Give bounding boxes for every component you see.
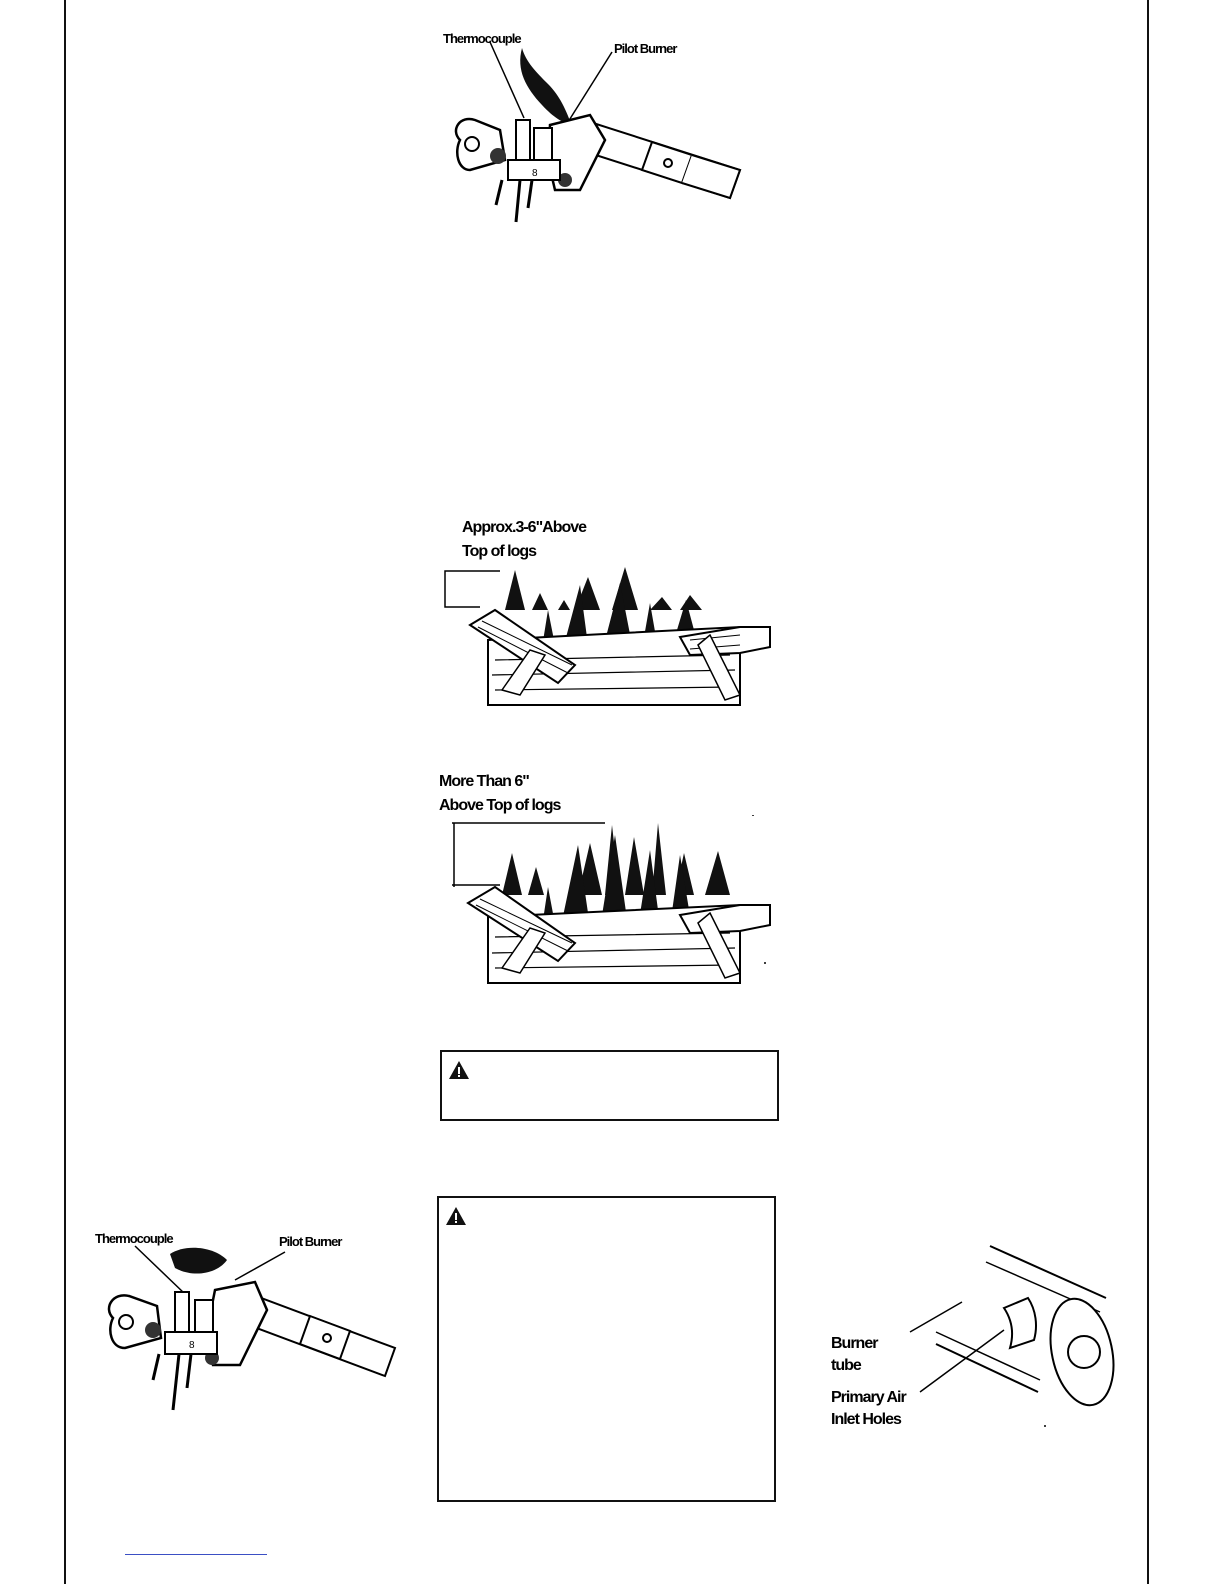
warning-box-small: [440, 1050, 779, 1121]
burner-tube-label-line2: tube: [831, 1357, 861, 1374]
warning-triangle-icon: [448, 1060, 470, 1080]
flame-height-high-label-line2: Above Top of logs: [439, 797, 561, 814]
warning-triangle-icon: [445, 1206, 467, 1226]
thermocouple-label: Thermocouple: [443, 31, 521, 46]
burner-tube-label-line1: Burner: [831, 1335, 878, 1352]
flame-normal-figure: [440, 565, 780, 715]
flame-height-high-label-line1: More Than 6": [439, 773, 529, 790]
svg-text:8: 8: [532, 168, 538, 179]
pilot-burner-label: Pilot Burner: [614, 41, 677, 56]
air-inlet-label-line1: Primary Air: [831, 1389, 906, 1406]
footer-rule: [125, 1554, 267, 1555]
air-inlet-label-line2: Inlet Holes: [831, 1411, 901, 1428]
pilot-assembly-figure-bottom: [95, 1230, 405, 1420]
flame-high-figure: [440, 815, 780, 990]
flame-height-normal-label-line1: Approx.3-6"Above: [462, 519, 587, 536]
flame-height-normal-label-line2: Top of logs: [462, 543, 537, 560]
burner-tube-figure: [900, 1240, 1130, 1440]
pilot-burner-label-bottom: Pilot Burner: [279, 1234, 342, 1249]
warning-box-large: [437, 1196, 776, 1502]
thermocouple-label-bottom: Thermocouple: [95, 1231, 173, 1246]
pilot-assembly-figure-top: [430, 30, 770, 230]
svg-text:8: 8: [189, 1340, 195, 1351]
